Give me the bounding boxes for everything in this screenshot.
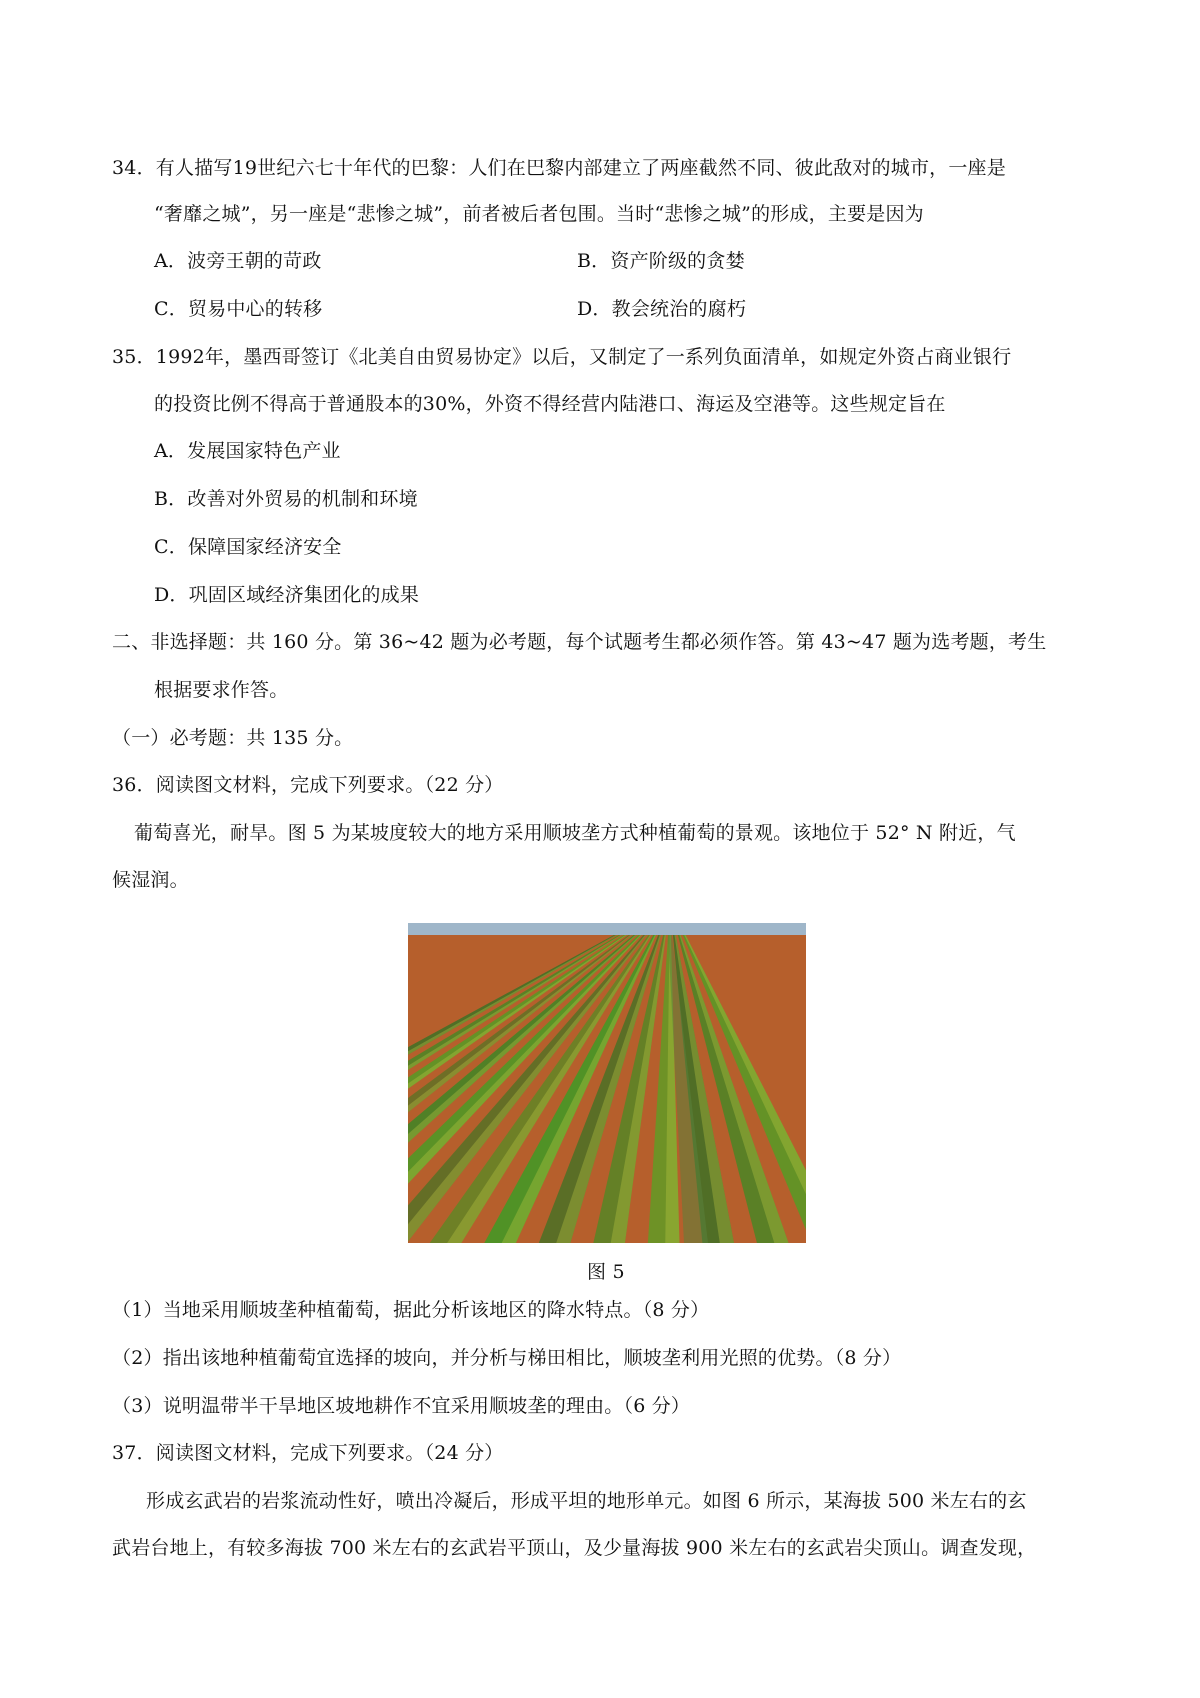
q35-option-b: B．改善对外贸易的机制和环境 [154,488,418,510]
q36-subquestion-2: （2）指出该地种植葡萄宜选择的坡向，并分析与梯田相比，顺坡垄利用光照的优势。（8 分） [112,1347,902,1369]
q36-material-line2: 候湿润。 [112,869,189,891]
q35-stem-line2: 的投资比例不得高于普通股本的30%，外资不得经营内陆港口、海运及空港等。这些规定旨在 [154,393,946,415]
part1-heading: （一）必考题：共 135 分。 [112,727,354,749]
q35-option-c: C．保障国家经济安全 [154,536,342,558]
q34-option-d: D．教会统治的腐朽 [577,298,747,320]
q34-stem-line2: “奢靡之城”，另一座是“悲惨之城”，前者被后者包围。当时“悲惨之城”的形成，主要是因为 [154,203,924,225]
q37-material-line2: 武岩台地上，有较多海拔 700 米左右的玄武岩平顶山，及少量海拔 900 米左右的玄武岩尖顶山。调查发现， [112,1537,1037,1559]
q36-title: 36．阅读图文材料，完成下列要求。（22 分） [112,774,504,796]
q34-option-b: B．资产阶级的贪婪 [577,250,745,272]
q35-option-a: A．发展国家特色产业 [154,440,341,462]
q36-material-line1: 葡萄喜光，耐旱。图 5 为某坡度较大的地方采用顺坡垄方式种植葡萄的景观。该地位于 52° N 附近，气 [134,822,1016,844]
q34-option-c: C．贸易中心的转移 [154,298,323,320]
q34-stem-line1: 34．有人描写19世纪六七十年代的巴黎：人们在巴黎内部建立了两座截然不同、彼此敌对的城市，一座是 [112,157,1006,179]
figure-5-caption: 图 5 [587,1261,625,1283]
q34-option-a: A．波旁王朝的苛政 [154,250,322,272]
section2-intro-line1: 二、非选择题：共 160 分。第 36~42 题为必考题，每个试题考生都必须作答。第 43~47 题为选考题，考生 [112,631,1047,653]
vineyard-photo [408,923,806,1243]
q37-title: 37．阅读图文材料，完成下列要求。（24 分） [112,1442,504,1464]
q37-material-line1: 形成玄武岩的岩浆流动性好，喷出冷凝后，形成平坦的地形单元。如图 6 所示，某海拔 500 米左右的玄 [146,1490,1027,1512]
q36-subquestion-1: （1）当地采用顺坡垄种植葡萄，据此分析该地区的降水特点。（8 分） [112,1299,710,1321]
q36-subquestion-3: （3）说明温带半干旱地区坡地耕作不宜采用顺坡垄的理由。（6 分） [112,1395,691,1417]
q35-option-d: D．巩固区域经济集团化的成果 [154,584,420,606]
q35-stem-line1: 35．1992年，墨西哥签订《北美自由贸易协定》以后，又制定了一系列负面清单，如规定外资占商业银行 [112,346,1012,368]
section2-intro-line2: 根据要求作答。 [154,679,289,701]
